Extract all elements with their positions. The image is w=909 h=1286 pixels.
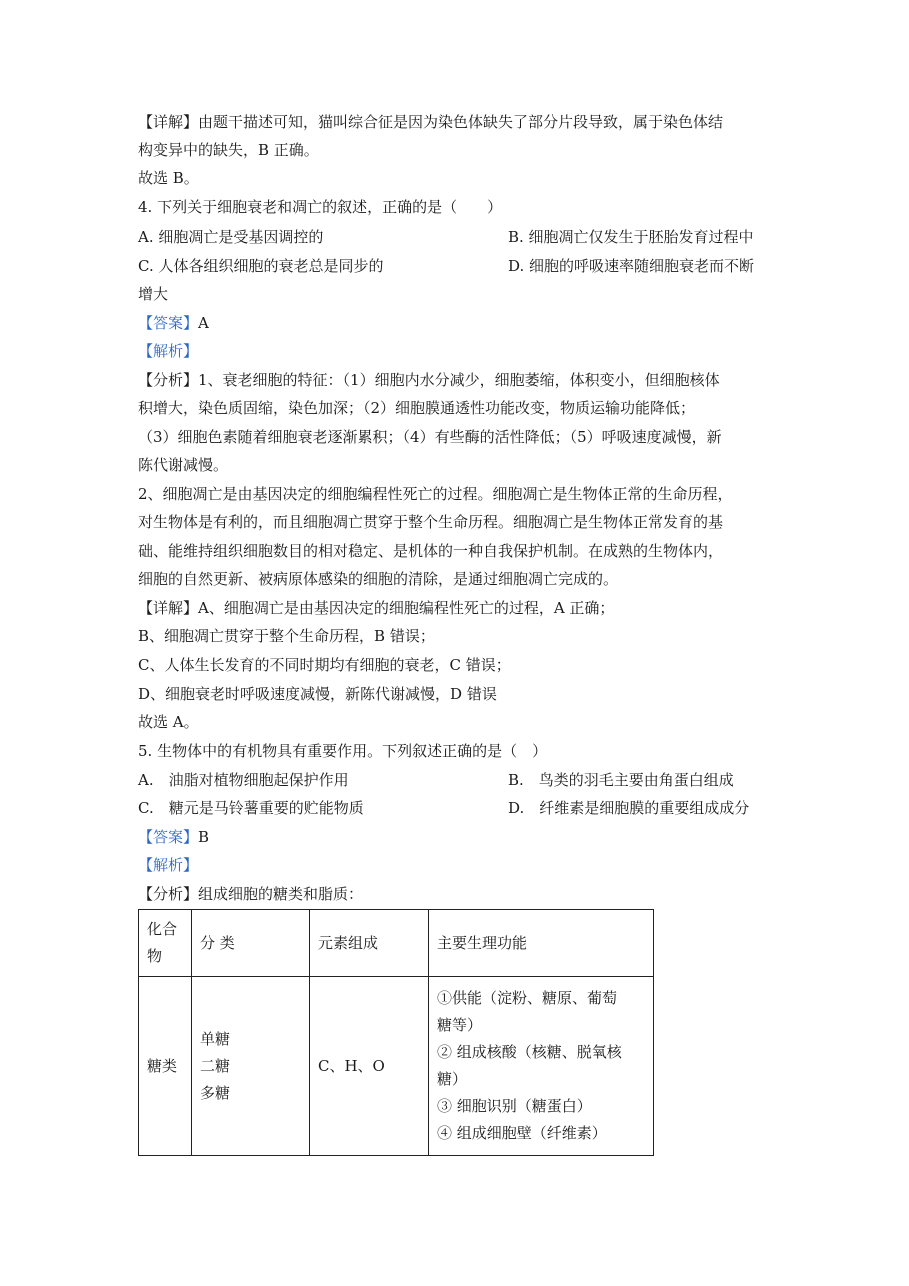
q5-answer: B (198, 828, 210, 846)
category-item: 单糖 (200, 1029, 231, 1048)
function-line: ③ 细胞识别（糖蛋白） (437, 1097, 592, 1115)
q4-analysis-line: 细胞的自然更新、被病原体感染的细胞的清除，是通过细胞凋亡完成的。 (138, 570, 619, 588)
q4-option-d: D. 细胞的呼吸速率随细胞衰老而不断 (508, 257, 755, 275)
q4-answer: A (198, 314, 209, 332)
header-compound-line2: 物 (147, 947, 163, 965)
q4-option-d-cont: 增大 (138, 285, 169, 303)
q5-stem: 5. 生物体中的有机物具有重要作用。下列叙述正确的是（ ） (138, 742, 548, 760)
answer-tag: 【答案】 (138, 314, 199, 332)
category-item: 二糖 (200, 1056, 231, 1075)
header-compound-line1: 化合 (147, 920, 178, 938)
q4-analysis-line: 础、能维持组织细胞数目的相对稳定、是机体的一种自我保护机制。在成熟的生物体内， (138, 542, 724, 560)
q4-analysis-tag: 【解析】 (138, 342, 199, 360)
header-category: 分 类 (192, 910, 310, 977)
q3-choose: 故选 B。 (138, 169, 199, 187)
function-line: ①供能（淀粉、糖原、葡萄 (437, 989, 618, 1007)
q5-option-b: B. 鸟类的羽毛主要由角蛋白组成 (508, 771, 734, 789)
q4-option-b: B. 细胞凋亡仅发生于胚胎发育过程中 (508, 228, 754, 246)
header-elements: 元素组成 (310, 910, 429, 977)
header-function: 主要生理功能 (429, 910, 654, 977)
row-compound: 糖类 (139, 977, 192, 1156)
function-line: 糖等） (437, 1016, 483, 1034)
q5-analysis-tag: 【解析】 (138, 856, 199, 874)
answer-tag: 【答案】 (138, 828, 199, 846)
q4-analysis-line: 【分析】1、衰老细胞的特征：（1）细胞内水分减少，细胞萎缩，体积变小，但细胞核体 (138, 371, 720, 389)
table-header-row (139, 910, 654, 977)
q4-option-a: A. 细胞凋亡是受基因调控的 (138, 228, 324, 246)
q4-analysis-line: 积增大，染色质固缩，染色加深；（2）细胞膜通透性功能改变，物质运输功能降低； (138, 399, 696, 417)
function-line: ④ 组成细胞壁（纤维素） (437, 1124, 607, 1142)
q4-answer-line (138, 313, 209, 333)
row-functions (429, 977, 654, 1156)
table-row (139, 977, 654, 1156)
q4-detail-line: C、人体生长发育的不同时期均有细胞的衰老，C 错误； (138, 656, 511, 674)
q4-analysis-line: 陈代谢减慢。 (138, 456, 229, 474)
function-line: 糖） (437, 1070, 468, 1088)
q4-analysis-line: 2、细胞凋亡是由基因决定的细胞编程性死亡的过程。细胞凋亡是生物体正常的生命历程， (138, 485, 733, 503)
q3-detail-line1: 【详解】由题干描述可知，猫叫综合征是因为染色体缺失了部分片段导致，属于染色体结 (138, 113, 724, 131)
category-item: 多糖 (200, 1083, 231, 1102)
q4-detail-line: D、细胞衰老时呼吸速度减慢，新陈代谢减慢，D 错误 (138, 685, 497, 703)
q4-detail-line: B、细胞凋亡贯穿于整个生命历程，B 错误； (138, 627, 435, 645)
row-elements: C、H、O (310, 977, 429, 1156)
q4-option-c: C. 人体各组织细胞的衰老总是同步的 (138, 257, 384, 275)
q4-detail-line: 【详解】A、细胞凋亡是由基因决定的细胞编程性死亡的过程，A 正确； (138, 599, 615, 617)
q5-option-a: A. 油脂对植物细胞起保护作用 (138, 771, 349, 789)
q5-answer-line (138, 827, 209, 847)
sugar-lipid-table (138, 909, 654, 1156)
q3-detail-line2: 构变异中的缺失，B 正确。 (138, 141, 319, 159)
q4-stem: 4. 下列关于细胞衰老和凋亡的叙述，正确的是（ ） (138, 198, 503, 216)
header-compound (139, 910, 192, 977)
q4-analysis-line: 对生物体是有利的，而且细胞凋亡贯穿于整个生命历程。细胞凋亡是生物体正常发育的基 (138, 513, 724, 531)
row-categories (192, 977, 310, 1156)
q5-option-c: C. 糖元是马铃薯重要的贮能物质 (138, 799, 364, 817)
q5-analysis-intro: 【分析】组成细胞的糖类和脂质： (138, 885, 364, 903)
q4-analysis-line: （3）细胞色素随着细胞衰老逐渐累积；（4）有些酶的活性降低；（5）呼吸速度减慢，新 (138, 428, 722, 446)
q4-choose: 故选 A。 (138, 713, 199, 731)
function-line: ② 组成核酸（核糖、脱氧核 (437, 1043, 622, 1061)
q5-option-d: D. 纤维素是细胞膜的重要组成成分 (508, 799, 750, 817)
